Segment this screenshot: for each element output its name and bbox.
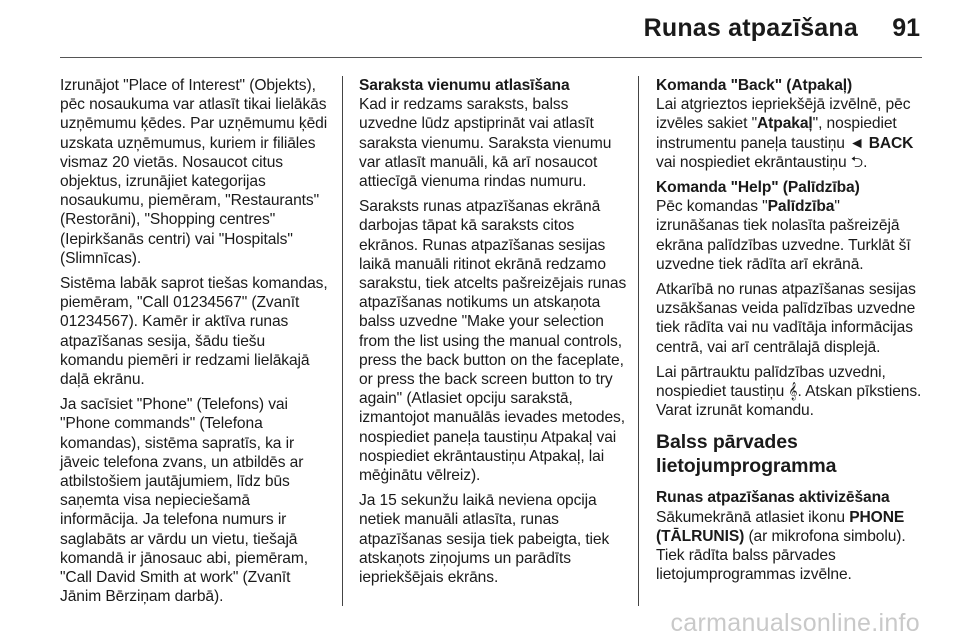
page-header	[0, 0, 960, 56]
paragraph-place-of-interest: Izrunājot "Place of Interest" (Objekts), pēc nosaukuma var atlasīt tikai lielākās uzņēmumu ķēdes. Par uzņēmumu ķēdi uzskata uzņēmumus, kuriem ir filiāles vismaz 20 vietās. Nosaucot citus objektus, izrunājiet kategorijas nosaukumu, piemēram, "Restaurants" (Restorāni), "Shopping centres" (Iepirkšanās centri) vai "Hospitals" (Slimnīcas).	[60, 77, 328, 267]
heading-voice-passthrough: Balss pārvades lietojumprogramma	[656, 431, 837, 478]
header-rule	[60, 57, 922, 58]
column-middle	[359, 76, 629, 593]
paragraph-activate-recognition: Sākumekrānā atlasiet ikonu PHONE (TĀLRUNIS) (ar mikrofona simbolu). Tiek rādīta balss pārvades lietojumprogrammas izvēlne.	[656, 508, 906, 584]
paragraph-list-prompt: Kad ir redzams saraksts, balss uzvedne lūdz apstiprināt vai atlasīt saraksta vienumu. Saraksta vienumu var atlasīt manuāli, kā arī nosaucot attiecīgā vienuma rindas numuru.	[359, 96, 612, 191]
heading-help-command: Komanda "Help" (Palīdzība)	[656, 179, 860, 197]
watermark: carmanualsonline.info	[670, 609, 920, 637]
column-left	[60, 76, 332, 612]
page-number: 91	[892, 14, 920, 42]
heading-activate-recognition: Runas atpazīšanas aktivizēšana	[656, 489, 890, 507]
paragraph-timeout: Ja 15 sekunžu laikā neviena opcija netiek manuāli atlasīta, runas atpazīšanas sesija tiek pabeigta, tiek atskaņots ziņojums un parādīts iepriekšējais ekrāns.	[359, 492, 610, 587]
column-divider	[638, 76, 639, 606]
paragraph-help-display: Atkarībā no runas atpazīšanas sesijas uzsākšanas veida palīdzības uzvedne tiek rādīta vai nu vadītāja informācijas centrā, vai arī centrālajā displejā.	[656, 281, 916, 356]
column-divider	[342, 76, 343, 606]
paragraph-interrupt-help: Lai pārtrauktu palīdzības uzvedni, nospiediet taustiņu 𝄞. Atskan pīkstiens. Varat izrunāt komandu.	[656, 363, 922, 420]
paragraph-phone-commands: Ja sacīsiet "Phone" (Telefons) vai "Phone commands" (Telefona komandas), sistēma sapratīs, ka ir jāveic telefona zvans, un atbildēs ar atbilstošiem jautājumiem, līdz būs saņemta visa nepieciešamā informācija. Ja telefona numurs ir saglabāts ar vārdu un vietu, tiešajā komandā ir jānosauc abi, piemēram, "Call David Smith at work" (Zvanīt Jānim Bērziņam darbā).	[60, 396, 308, 606]
paragraph-back-command: Lai atgrieztos iepriekšējā izvēlnē, pēc izvēles sakiet "Atpakaļ", nospiediet instrumentu paneļa taustiņu ◄ BACK vai nospiediet ekrāntaustiņu ⮌.	[656, 96, 914, 171]
page-title: Runas atpazīšana	[643, 14, 858, 42]
column-right	[656, 76, 924, 590]
heading-back-command: Komanda "Back" (Atpakaļ)	[656, 77, 853, 94]
paragraph-help-command: Pēc komandas "Palīdzība" izrunāšanas tiek nolasīta pašreizējā ekrāna palīdzības uzvedne. Turklāt šī uzvedne tiek rādīta arī ekrānā.	[656, 198, 911, 273]
heading-list-selection: Saraksta vienumu atlasīšana	[359, 77, 570, 94]
paragraph-direct-commands: Sistēma labāk saprot tiešas komandas, piemēram, "Call 01234567" (Zvanīt 01234567). Kamēr ir aktīva runas atpazīšanas sesija, šādu tiešu komandu piemēri ir redzami lielākajā daļā ekrānu.	[60, 275, 328, 389]
paragraph-list-scrolling: Saraksts runas atpazīšanas ekrānā darbojas tāpat kā saraksts citos ekrānos. Runas atpazīšanas sesijas laikā manuāli ritinot ekrānā redzamo sarakstu, tiek atcelts pašreizējais runas atpazīšanas notikums un atskaņota balss uzvedne "Make your selection from the list using the manual controls, press the back button on the faceplate, or press the back screen button to try again" (Atlasiet opciju sarakstā, izmantojot manuālās ievades metodes, nospiediet paneļa taustiņu Atpakaļ vai nospiediet ekrāntaustiņu Atpakaļ, lai mēģinātu vēlreiz).	[359, 198, 627, 485]
